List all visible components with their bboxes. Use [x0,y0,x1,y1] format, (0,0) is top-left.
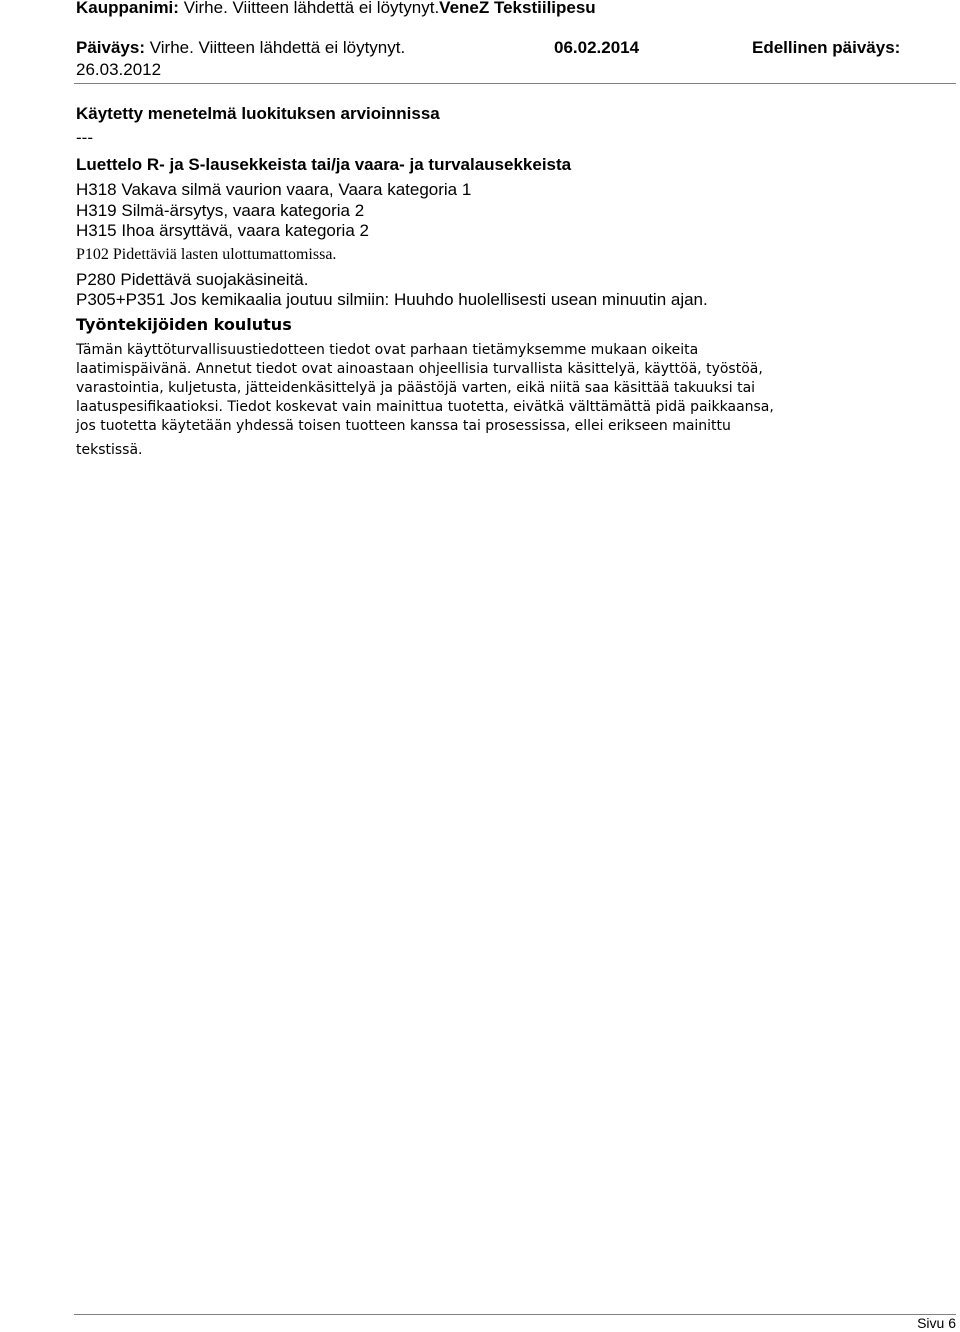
product-reference-error: Virhe. Viitteen lähdettä ei löytynyt. [183,0,440,17]
h-statement: H315 Ihoa ärsyttävä, vaara kategoria 2 [76,221,369,240]
training-paragraph-end: tekstissä. [76,442,143,458]
p-statement-p102: P102 Pidettäviä lasten ulottumattomissa. [76,246,337,263]
product-name: VeneZ Tekstiilipesu [439,0,596,17]
classification-value: --- [76,128,93,147]
product-label: Kauppanimi: [76,0,179,17]
previous-date-label: Edellinen päiväys: [752,38,901,57]
header-product-line [76,0,596,18]
previous-date-value: 26.03.2012 [76,60,162,79]
footer-divider [74,1314,956,1315]
p-statement-p280: P280 Pidettävä suojakäsineitä. [76,270,309,289]
phrases-heading: Luettelo R- ja S-lausekkeista tai/ja vaara- ja turvalausekkeista [76,155,572,174]
header-date-line [76,38,906,58]
classification-heading: Käytetty menetelmä luokituksen arvioinnissa [76,104,440,123]
p-statement-p305: P305+P351 Jos kemikaalia joutuu silmiin: Huuhdo huolellisesti usean minuutin ajan. [76,290,708,309]
training-heading: Työntekijöiden koulutus [76,315,292,334]
header-divider [74,83,956,84]
training-paragraph: Tämän käyttöturvallisuustiedotteen tiedot ovat parhaan tietämyksemme mukaan oikeita laatimispäivänä. Annetut tiedot ovat ainoastaan ohjeellisia turvallista käsittelyä, käyttöä, työstöä, varastointia, kuljetusta, jätteidenkäsittelyä ja päästöjä varten, eikä niitä saa käsittää takuuksi tai laatuspesifikaatioksi. Tiedot koskevat vain mainittua tuotetta, eivätkä välttämättä pidä paikkaansa, jos tuotetta käytetään yhdessä toisen tuotteen kanssa tai prosessissa, ellei erikseen mainittu [76,342,774,434]
h-statement: H318 Vakava silmä vaurion vaara, Vaara kategoria 1 [76,180,472,199]
date-label: Päiväys: [76,38,145,57]
date-reference-error: Virhe. Viitteen lähdettä ei löytynyt. [149,38,406,57]
h-statement: H319 Silmä-ärsytys, vaara kategoria 2 [76,201,365,220]
date-value: 06.02.2014 [554,38,640,57]
page-number: Sivu 6 [917,1315,956,1331]
